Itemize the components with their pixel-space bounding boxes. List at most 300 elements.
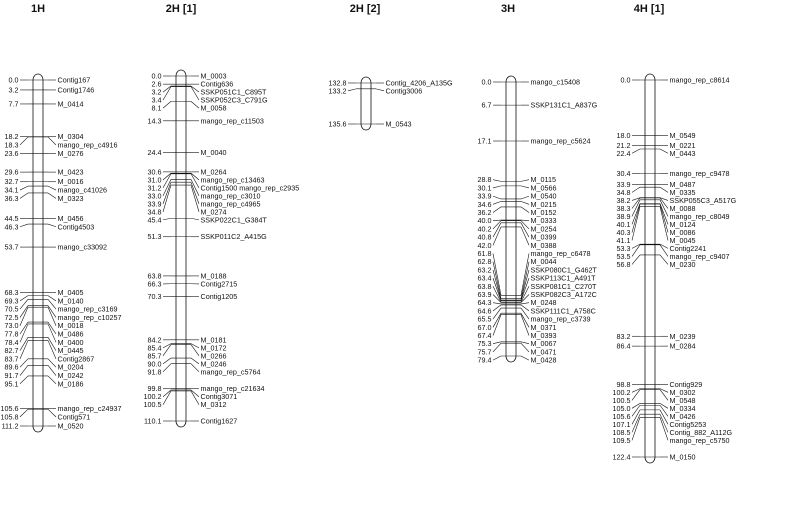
marker-position: 105.8 xyxy=(0,412,19,422)
marker-connector-left xyxy=(632,187,640,192)
marker-name: mango_rep_c5624 xyxy=(530,136,591,146)
marker-position: 90.0 xyxy=(147,359,162,369)
marker-name: M_0172 xyxy=(200,343,227,353)
marker-position: 0.0 xyxy=(481,77,492,87)
marker-connector-right xyxy=(660,390,668,401)
marker-position: 110.1 xyxy=(144,416,162,426)
marker-name: SSKP022C1_G384T xyxy=(200,215,267,225)
marker-name: mango_rep_c4916 xyxy=(57,140,118,150)
marker-position: 33.9 xyxy=(616,179,631,189)
marker xyxy=(5,222,95,231)
marker-name: M_0284 xyxy=(669,341,696,351)
marker-position: 34.8 xyxy=(147,207,162,217)
marker-name: M_0264 xyxy=(200,167,227,177)
marker-position: 135.6 xyxy=(328,119,347,129)
marker-position: 105.6 xyxy=(0,404,19,414)
marker-connector-left xyxy=(493,356,501,360)
marker-position: 68.3 xyxy=(4,288,19,298)
marker-name: mango_c41026 xyxy=(57,185,108,195)
linkage-group-title: 1H xyxy=(30,3,46,15)
marker-connector-left xyxy=(20,186,28,190)
marker-name: M_0543 xyxy=(385,119,412,129)
marker-connector-left xyxy=(632,149,640,153)
marker-name: mango_c15408 xyxy=(530,77,581,87)
marker-name: SSKP081C1_C270T xyxy=(530,281,597,291)
marker-name: mango_rep_c4965 xyxy=(200,199,261,209)
marker-name: M_0443 xyxy=(669,148,696,158)
marker-connector-left xyxy=(20,193,28,198)
marker-position: 100.5 xyxy=(143,400,162,410)
marker-connector-right xyxy=(660,389,668,393)
marker-name: M_0140 xyxy=(57,296,84,306)
marker-name: Contig636 xyxy=(200,79,234,89)
marker xyxy=(148,215,268,224)
marker-position: 8.1 xyxy=(151,103,162,113)
marker-position: 107.1 xyxy=(612,419,631,429)
marker-name: mango_rep_c3739 xyxy=(530,314,591,324)
marker-connector-right xyxy=(191,185,199,212)
marker-name: mango_rep_c8614 xyxy=(669,75,730,85)
marker-position: 38.2 xyxy=(616,195,631,205)
marker-connector-right xyxy=(660,149,668,153)
marker-name: M_0334 xyxy=(669,403,696,413)
marker-position: 0.0 xyxy=(151,71,162,81)
marker-position: 63.8 xyxy=(477,281,492,291)
marker xyxy=(9,99,84,108)
marker-position: 38.9 xyxy=(616,211,631,221)
marker-position: 95.1 xyxy=(4,379,19,389)
marker-connector-right xyxy=(191,218,199,220)
marker xyxy=(482,78,581,87)
marker-name: M_0040 xyxy=(200,147,227,157)
marker-name: mango_rep_c24937 xyxy=(57,404,122,414)
marker-position: 36.3 xyxy=(4,193,19,203)
marker-connector-right xyxy=(660,405,668,416)
marker-name: SSKP055C3_A517G xyxy=(669,195,737,205)
marker-name: mango_rep_c5750 xyxy=(669,435,730,445)
marker-position: 18.0 xyxy=(616,130,631,140)
marker-position: 133.2 xyxy=(328,86,347,96)
marker-connector-right xyxy=(191,101,199,108)
marker-name: mango_rep_c13463 xyxy=(200,175,265,185)
marker-position: 28.8 xyxy=(477,175,492,185)
marker-name: M_0181 xyxy=(200,335,227,345)
marker-connector-left xyxy=(163,87,171,100)
marker-connector-left xyxy=(493,303,501,304)
marker-name: Contig1205 xyxy=(200,291,238,301)
marker-name: Contig2241 xyxy=(669,243,707,253)
marker-connector-left xyxy=(493,262,501,299)
marker-name: M_0486 xyxy=(57,329,84,339)
marker-name: SSKP082C3_A172C xyxy=(530,290,597,299)
marker-connector-right xyxy=(191,173,199,180)
marker-connector-right xyxy=(660,417,668,440)
marker-name: mango_rep_c6478 xyxy=(530,249,591,258)
marker-position: 70.5 xyxy=(4,304,19,314)
marker-connector-right xyxy=(376,89,384,91)
marker-position: 24.4 xyxy=(147,147,162,157)
marker-name: M_0400 xyxy=(57,337,84,347)
marker-position: 75.7 xyxy=(477,347,492,357)
marker-name: M_0246 xyxy=(200,359,227,369)
marker-name: M_0445 xyxy=(57,346,84,356)
marker-name: M_0302 xyxy=(669,387,696,397)
marker-name: M_0487 xyxy=(669,179,696,189)
chromosome-bar xyxy=(33,74,43,432)
marker-connector-left xyxy=(493,201,501,204)
marker-position: 0.0 xyxy=(620,75,631,85)
linkage-group-2h-1 xyxy=(144,3,300,427)
linkage-group-title: 4H [1] xyxy=(633,3,665,15)
marker-name: M_0426 xyxy=(669,411,696,421)
marker-connector-left xyxy=(163,101,171,108)
marker-position: 40.8 xyxy=(477,232,492,242)
marker-position: 109.5 xyxy=(612,435,631,445)
marker-position: 40.2 xyxy=(477,224,492,234)
marker-name: mango_rep_c8049 xyxy=(669,211,730,221)
marker-name: Contig2715 xyxy=(200,279,238,289)
marker-position: 63.4 xyxy=(477,273,492,283)
marker-position: 64.6 xyxy=(477,306,492,316)
marker-position: 30.4 xyxy=(616,169,631,179)
marker-name: M_0335 xyxy=(669,187,696,197)
marker-connector-right xyxy=(521,220,529,221)
marker-name: M_0371 xyxy=(530,322,557,332)
marker-connector-left xyxy=(20,224,28,227)
marker-connector-right xyxy=(48,359,56,367)
marker-name: Contig5253 xyxy=(669,419,707,429)
marker xyxy=(152,101,227,112)
marker-position: 18.3 xyxy=(4,140,19,150)
marker-connector-left xyxy=(493,207,501,213)
marker-position: 86.4 xyxy=(616,341,631,351)
marker-name: M_0520 xyxy=(57,421,84,431)
marker-connector-left xyxy=(163,345,171,356)
marker-position: 7.7 xyxy=(8,99,19,109)
marker-position: 22.4 xyxy=(616,148,631,158)
linkage-group-4h-1 xyxy=(613,3,737,463)
marker xyxy=(478,137,591,146)
marker-name: mango_c33092 xyxy=(57,242,108,252)
marker xyxy=(5,149,84,158)
marker-position: 91.8 xyxy=(147,367,162,377)
marker-name: Contig_4206_A135G xyxy=(385,78,453,88)
marker-position: 3.2 xyxy=(8,85,19,95)
marker-connector-left xyxy=(20,340,28,358)
marker-position: 14.3 xyxy=(147,116,162,126)
marker-connector-left xyxy=(20,359,28,367)
marker-name: M_0304 xyxy=(57,132,84,142)
marker-position: 65.5 xyxy=(477,314,492,324)
marker-position: 46.3 xyxy=(4,222,19,232)
marker-connector-right xyxy=(48,409,56,417)
marker xyxy=(148,279,238,288)
marker-position: 83.7 xyxy=(4,354,19,364)
marker xyxy=(617,332,696,341)
marker-connector-right xyxy=(48,376,56,384)
marker xyxy=(329,86,423,95)
marker-connector-right xyxy=(191,87,199,100)
marker-name: M_0215 xyxy=(530,199,557,209)
marker-name: M_0058 xyxy=(200,103,227,113)
marker-name: M_0248 xyxy=(530,298,557,308)
marker-position: 33.9 xyxy=(147,199,162,209)
marker-position: 111.2 xyxy=(1,421,19,431)
marker-connector-right xyxy=(521,207,529,213)
marker-position: 34.8 xyxy=(616,187,631,197)
marker-position: 53.3 xyxy=(616,243,631,253)
marker-name: Contig4503 xyxy=(57,222,95,232)
marker-name: M_0150 xyxy=(669,452,696,462)
marker-name: M_0003 xyxy=(200,71,227,81)
marker-name: mango_rep_c5764 xyxy=(200,367,261,377)
marker-position: 98.8 xyxy=(616,379,631,389)
marker-position: 83.2 xyxy=(616,331,631,341)
marker-connector-left xyxy=(20,296,28,301)
marker-name: Contig571 xyxy=(57,412,91,422)
marker-connector-left xyxy=(632,207,640,241)
marker-position: 18.2 xyxy=(4,132,19,142)
marker-position: 85.4 xyxy=(147,343,162,353)
marker-connector-left xyxy=(493,342,501,344)
marker-position: 31.2 xyxy=(147,183,162,193)
marker-connector-left xyxy=(632,390,640,401)
marker-position: 29.6 xyxy=(4,167,19,177)
marker-position: 33.9 xyxy=(477,191,492,201)
marker-position: 62.8 xyxy=(477,257,492,267)
marker-name: Contig2867 xyxy=(57,354,95,364)
marker-position: 105.6 xyxy=(612,411,631,421)
marker xyxy=(482,101,598,110)
marker-name: M_0456 xyxy=(57,213,84,223)
marker xyxy=(144,417,237,426)
marker-position: 30.1 xyxy=(477,183,492,193)
marker-position: 36.2 xyxy=(477,208,492,217)
marker-name: SSKP051C1_C895T xyxy=(200,87,267,97)
marker-name: M_0242 xyxy=(57,371,84,381)
marker xyxy=(148,232,268,241)
linkage-group-title: 3H xyxy=(500,3,516,15)
marker-position: 63.8 xyxy=(147,271,162,281)
marker-position: 64.3 xyxy=(477,298,492,308)
marker-name: Contig1627 xyxy=(200,416,238,426)
marker xyxy=(617,149,696,158)
marker-connector-right xyxy=(660,255,668,264)
marker-position: 77.8 xyxy=(4,329,19,339)
marker-connector-right xyxy=(521,196,529,199)
marker-connector-right xyxy=(521,343,529,352)
marker-position: 30.6 xyxy=(147,167,162,177)
marker-connector-right xyxy=(48,193,56,198)
marker-connector-right xyxy=(48,296,56,301)
marker-connector-left xyxy=(632,405,640,416)
marker-name: Contig167 xyxy=(57,75,91,85)
marker-position: 91.7 xyxy=(4,371,19,381)
marker-name: M_0045 xyxy=(669,235,696,245)
marker-name: M_0274 xyxy=(200,207,227,217)
marker-name: M_0399 xyxy=(530,232,557,242)
marker-position: 34.6 xyxy=(477,199,492,209)
marker-position: 23.6 xyxy=(4,148,19,158)
marker-name: M_0333 xyxy=(530,216,557,226)
marker-connector-right xyxy=(660,403,668,408)
linkage-group-title: 2H [1] xyxy=(165,3,197,15)
marker-position: 33.0 xyxy=(147,191,162,201)
marker-name: SSKP011C2_A415G xyxy=(200,232,267,242)
marker-name: M_0124 xyxy=(669,219,696,229)
marker-connector-left xyxy=(20,376,28,384)
marker-name: SSKP111C1_A758C xyxy=(530,306,596,316)
marker-name: M_0405 xyxy=(57,288,84,298)
marker xyxy=(148,116,264,125)
marker-name: Contig3071 xyxy=(200,392,238,402)
marker-position: 79.4 xyxy=(477,355,492,365)
marker-name: Contig1500 mango_rep_c2935 xyxy=(200,183,300,193)
marker-position: 21.2 xyxy=(616,140,631,150)
marker-name: M_0204 xyxy=(57,362,84,372)
marker-name: M_0388 xyxy=(530,240,557,250)
marker-connector-left xyxy=(163,173,171,180)
marker-name: M_0566 xyxy=(530,183,557,193)
marker-position: 17.1 xyxy=(477,136,492,146)
marker-position: 105.0 xyxy=(612,403,631,413)
linkage-group-2h-2 xyxy=(329,3,454,130)
marker-position: 61.8 xyxy=(477,249,492,258)
marker-connector-left xyxy=(20,365,28,375)
marker-position: 56.8 xyxy=(616,259,631,269)
marker-name: M_0067 xyxy=(530,339,557,349)
marker-position: 40.1 xyxy=(616,219,631,229)
marker-connector-right xyxy=(48,340,56,358)
marker-connector-left xyxy=(20,307,28,326)
marker-position: 100.5 xyxy=(612,395,631,405)
marker-connector-left xyxy=(20,137,28,145)
marker-name: M_0086 xyxy=(669,227,696,237)
marker-name: M_0115 xyxy=(530,175,556,185)
marker-name: mango_rep_c10257 xyxy=(57,312,122,322)
marker-position: 51.3 xyxy=(147,232,162,242)
marker-name: Contig_882_A112G xyxy=(669,427,733,437)
marker-position: 66.3 xyxy=(147,279,162,289)
marker-position: 38.3 xyxy=(616,203,631,213)
marker-position: 69.3 xyxy=(4,296,19,306)
marker-connector-right xyxy=(191,358,199,364)
chromosome-bar xyxy=(645,74,655,463)
marker-connector-left xyxy=(20,409,28,417)
marker-name: M_0549 xyxy=(669,130,696,140)
marker-name: SSKP113C1_A491T xyxy=(530,273,596,283)
marker-connector-right xyxy=(48,137,56,145)
marker-name: M_0540 xyxy=(530,191,557,201)
marker xyxy=(617,342,696,351)
marker-position: 0.0 xyxy=(8,75,19,85)
linkage-group-3h xyxy=(478,3,598,365)
marker-name: M_0188 xyxy=(200,271,227,281)
marker-connector-right xyxy=(660,207,668,241)
marker xyxy=(617,131,696,140)
marker-position: 67.0 xyxy=(477,322,492,332)
marker-position: 122.4 xyxy=(612,452,631,462)
marker-connector-left xyxy=(493,180,501,182)
marker-connector-right xyxy=(48,307,56,326)
marker-name: M_0423 xyxy=(57,167,84,177)
marker-connector-left xyxy=(163,185,171,212)
chromosome-bar xyxy=(176,70,186,427)
marker-name: M_0276 xyxy=(57,148,84,158)
marker-connector-left xyxy=(493,196,501,199)
marker-position: 6.7 xyxy=(481,100,492,110)
marker xyxy=(5,168,84,177)
marker-position: 44.5 xyxy=(4,213,19,223)
marker-position: 82.7 xyxy=(4,346,19,356)
marker-connector-left xyxy=(163,218,171,220)
marker-name: SSKP080C1_G462T xyxy=(530,265,597,275)
marker-name: Contig1746 xyxy=(57,85,95,95)
marker-connector-right xyxy=(660,187,668,192)
marker-connector-left xyxy=(163,358,171,364)
marker-name: M_0221 xyxy=(669,140,696,150)
marker-position: 73.0 xyxy=(4,321,19,331)
marker-name: mango_rep_c3169 xyxy=(57,304,118,314)
marker-position: 70.3 xyxy=(147,291,162,301)
marker-name: mango_rep_c9478 xyxy=(669,169,730,179)
marker-position: 108.5 xyxy=(612,427,631,437)
marker-connector-right xyxy=(521,303,529,304)
marker-name: Contig3006 xyxy=(385,86,423,96)
marker-connector-left xyxy=(632,389,640,393)
marker xyxy=(478,356,557,365)
marker-name: M_0266 xyxy=(200,351,227,361)
marker xyxy=(148,292,238,301)
marker-connector-left xyxy=(632,255,640,264)
marker-position: 2.6 xyxy=(151,79,162,89)
marker-connector-left xyxy=(493,186,501,188)
marker-connector-right xyxy=(48,224,56,227)
marker-name: M_0548 xyxy=(669,395,696,405)
marker-connector-left xyxy=(163,364,171,372)
marker-name: M_0016 xyxy=(57,177,84,187)
marker-name: SSKP131C1_A837G xyxy=(530,100,598,110)
marker-name: M_0393 xyxy=(530,331,557,340)
marker-position: 41.1 xyxy=(616,235,631,245)
marker-connector-right xyxy=(521,342,529,344)
marker-position: 100.2 xyxy=(143,392,162,402)
marker-connector-left xyxy=(348,89,356,91)
marker-name: M_0044 xyxy=(530,257,557,267)
marker-position: 3.2 xyxy=(151,87,162,97)
marker-position: 84.2 xyxy=(147,335,162,345)
marker-name: mango_rep_c21634 xyxy=(200,384,265,394)
marker-position: 89.6 xyxy=(4,362,19,372)
marker-position: 40.3 xyxy=(616,227,631,237)
marker-connector-right xyxy=(521,262,529,299)
marker-position: 63.9 xyxy=(477,290,492,299)
marker-name: M_0254 xyxy=(530,224,557,234)
marker-connector-left xyxy=(20,322,28,334)
marker-position: 40.0 xyxy=(477,216,492,226)
marker xyxy=(9,85,95,94)
marker-name: M_0323 xyxy=(57,193,84,203)
marker xyxy=(621,76,730,85)
marker xyxy=(5,193,84,203)
marker-position: 85.7 xyxy=(147,351,162,361)
marker-position: 42.0 xyxy=(477,240,492,250)
marker-position: 78.4 xyxy=(4,337,19,347)
marker xyxy=(5,186,108,195)
chromosome-bar xyxy=(361,77,371,130)
marker-name: M_0152 xyxy=(530,208,557,217)
marker-connector-left xyxy=(632,417,640,440)
